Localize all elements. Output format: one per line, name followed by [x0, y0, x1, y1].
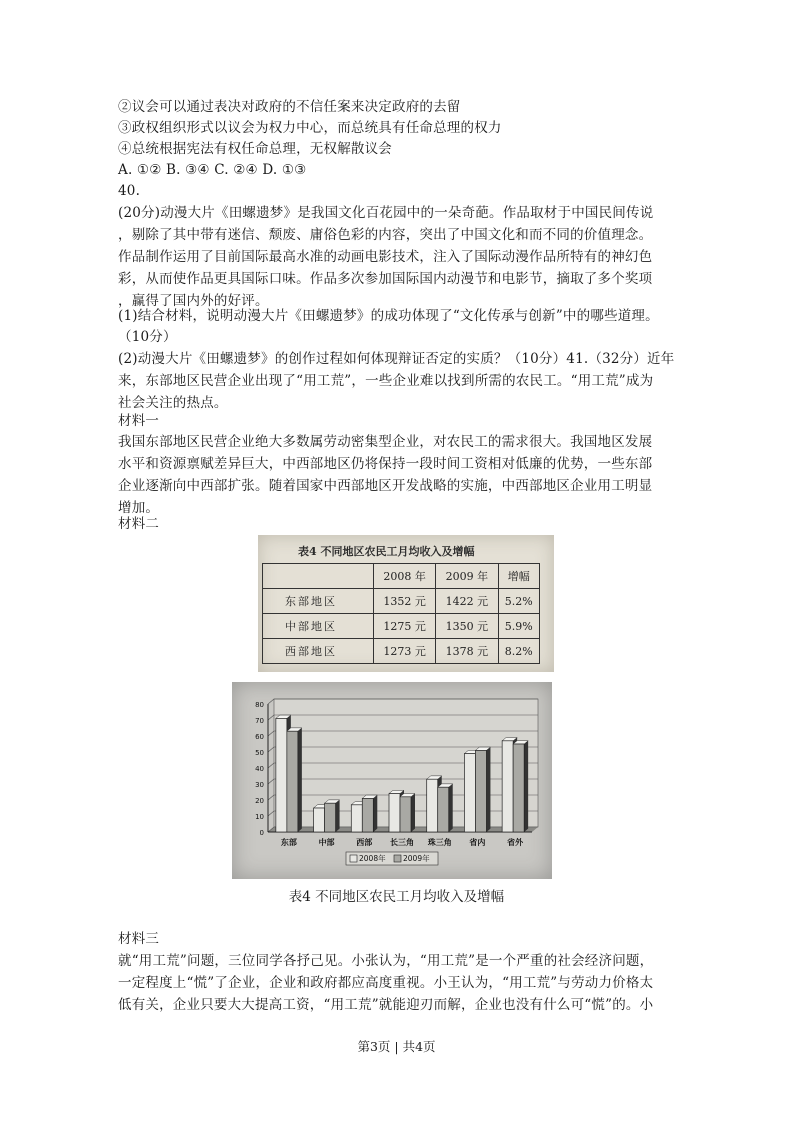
table-header-cell: 2009 年 — [436, 564, 498, 589]
table-cell: 5.9% — [498, 614, 539, 639]
y-tick-label: 50 — [255, 749, 264, 757]
bar-2009 — [325, 803, 336, 832]
page-footer: 第3页 | 共4页 — [357, 1039, 436, 1054]
table-cell: 东部地区 — [263, 589, 374, 614]
bar-2008 — [314, 808, 325, 832]
table-row — [263, 589, 540, 614]
table-cell: 5.2% — [498, 589, 539, 614]
gridline-side — [268, 715, 274, 720]
bar-2009 — [438, 787, 449, 832]
text-line: 低有关，企业只要大大提高工资，“用工荒”就能迎刃而解，企业也没有什么可“慌”的。小 — [118, 997, 654, 1013]
y-tick-label: 60 — [255, 733, 264, 741]
text-line: ②议会可以通过表决对政府的不信任案来决定政府的去留 — [118, 99, 461, 115]
gridline-side — [268, 779, 274, 784]
material-heading: 材料一 — [118, 413, 160, 429]
figure-caption: 表4 不同地区农民工月均收入及增幅 — [288, 889, 505, 905]
text-line: 水平和资源禀赋差异巨大，中西部地区仍将保持一段时间工资相对低廉的优势，一些东部 — [118, 456, 653, 472]
text-line: 我国东部地区民营企业绝大多数属劳动密集型企业，对农民工的需求很大。我国地区发展 — [118, 434, 653, 450]
income-table — [262, 563, 540, 664]
bar-2009 — [400, 797, 411, 832]
bar-2009 — [475, 750, 486, 832]
text-line: ，剔除了其中带有迷信、颓废、庸俗色彩的内容，突出了中国文化和而不同的价值理念。 — [118, 227, 653, 243]
table-row — [263, 614, 540, 639]
question-number: 40. — [118, 183, 141, 199]
gridline-side — [268, 811, 274, 816]
text-line: 彩，从而使作品更具国际口味。作品多次参加国际国内动漫节和电影节，摘取了多个奖项 — [118, 271, 653, 287]
x-tick-label: 省外 — [507, 838, 524, 847]
bar-side — [524, 741, 528, 832]
gridline-side — [268, 747, 274, 752]
material-heading: 材料三 — [118, 931, 160, 947]
gridline-side — [268, 795, 274, 800]
bar-2008 — [389, 794, 400, 832]
bar-chart — [232, 682, 552, 879]
table-header-cell: 2008 年 — [374, 564, 436, 589]
table-header-cell: 增幅 — [498, 564, 539, 589]
bar-2009 — [513, 744, 524, 832]
y-tick-label: 0 — [259, 829, 264, 837]
table-cell: 8.2% — [498, 639, 539, 664]
text-line: 企业逐渐向中西部扩张。随着国家中西部地区开发战略的实施，中西部地区企业用工明显 — [118, 478, 653, 494]
income-bar-chart-photo — [232, 682, 552, 879]
table-cell: 1275 元 — [374, 614, 436, 639]
table-header-row — [263, 564, 540, 589]
y-tick-label: 80 — [255, 701, 264, 709]
legend-swatch — [394, 855, 401, 862]
sub-question-1: (1)结合材料，说明动漫大片《田螺遗梦》的成功体现了“文化传承与创新”中的哪些道理。 — [118, 308, 659, 324]
legend-swatch — [350, 855, 357, 862]
income-table-photo — [258, 535, 554, 672]
y-tick-label: 70 — [255, 717, 264, 725]
bar-2008 — [502, 741, 513, 832]
y-tick-label: 30 — [255, 781, 264, 789]
table-cell: 中部地区 — [263, 614, 374, 639]
gridline-side — [268, 763, 274, 768]
bar-side — [298, 728, 302, 832]
material-heading: 材料二 — [118, 516, 160, 532]
text-line: ，赢得了国内外的好评。 — [118, 293, 269, 309]
text-line: (20分)动漫大片《田螺遗梦》是我国文化百花园中的一朵奇葩。作品取材于中国民间传说 — [118, 205, 654, 221]
table-row — [263, 639, 540, 664]
table-cell: 1273 元 — [374, 639, 436, 664]
table-caption: 表4 不同地区农民工月均收入及增幅 — [298, 545, 475, 558]
bar-2009 — [287, 731, 298, 832]
bar-side — [486, 747, 490, 832]
x-tick-label: 省内 — [469, 838, 486, 847]
text-line: 一定程度上“慌”了企业，企业和政府都应高度重视。小王认为，“用工荒”与劳动力价格太 — [118, 975, 654, 991]
table-header-cell — [263, 564, 374, 589]
y-tick-label: 40 — [255, 765, 264, 773]
gridline-side — [268, 699, 274, 704]
x-tick-label: 西部 — [356, 838, 373, 847]
legend-label: 2009年 — [403, 854, 430, 863]
table-cell: 1350 元 — [436, 614, 498, 639]
x-tick-label: 中部 — [318, 838, 335, 847]
y-tick-label: 20 — [255, 797, 264, 805]
text-line: ④总统根据宪法有权任命总理，无权解散议会 — [118, 141, 392, 157]
sub-question-2: (2)动漫大片《田螺遗梦》的创作过程如何体现辩证否定的实质？（10分）41.（32分）近年 — [118, 351, 675, 367]
text-line: 作品制作运用了目前国际最高水准的动画电影技术，注入了国际动漫作品所特有的神幻色 — [118, 249, 653, 265]
x-tick-label: 长三角 — [390, 838, 414, 847]
bar-side — [411, 793, 415, 832]
table-cell: 1378 元 — [436, 639, 498, 664]
text-line: 社会关注的热点。 — [118, 395, 228, 411]
bar-side — [449, 784, 453, 832]
bar-2008 — [276, 718, 287, 832]
text-line: （10分） — [118, 329, 177, 345]
text-line: 就“用工荒”问题，三位同学各抒己见。小张认为，“用工荒”是一个严重的社会经济问题， — [118, 953, 654, 969]
table-cell: 1352 元 — [374, 589, 436, 614]
x-tick-label: 珠三角 — [427, 838, 452, 847]
answer-options: A. ①② B. ③④ C. ②④ D. ①③ — [118, 162, 307, 178]
bar-2008 — [464, 754, 475, 832]
text-line: 来，东部地区民营企业出现了“用工荒”，一些企业难以找到所需的农民工。“用工荒”成为 — [118, 373, 654, 389]
x-tick-label: 东部 — [280, 838, 297, 847]
bar-2008 — [351, 805, 362, 832]
bar-side — [336, 800, 340, 832]
text-line: ③政权组织形式以议会为权力中心，而总统具有任命总理的权力 — [118, 120, 502, 136]
y-tick-label: 10 — [255, 813, 264, 821]
text-line: 增加。 — [118, 500, 160, 516]
bar-2009 — [362, 798, 373, 832]
gridline-side — [268, 731, 274, 736]
table-cell: 西部地区 — [263, 639, 374, 664]
bar-2008 — [427, 779, 438, 832]
legend-label: 2008年 — [359, 854, 386, 863]
bar-side — [373, 795, 377, 832]
table-cell: 1422 元 — [436, 589, 498, 614]
